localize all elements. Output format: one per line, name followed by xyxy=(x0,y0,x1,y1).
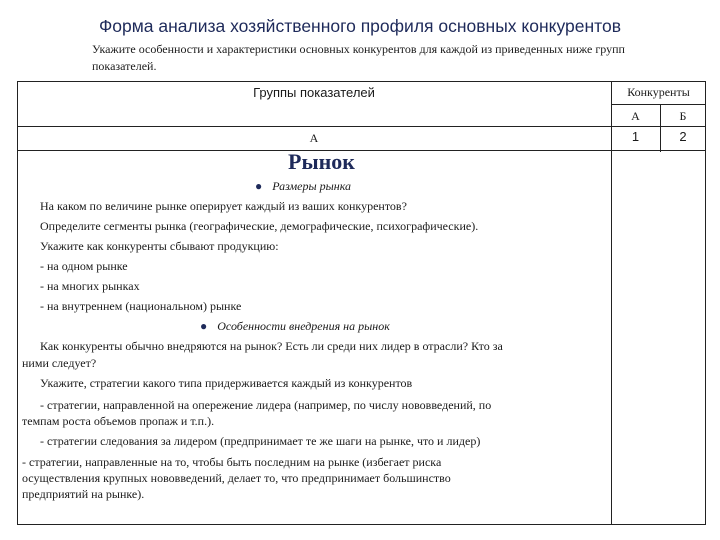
text-line: - стратегии, направленной на опережение лидера (например, по числу нововведений, по xyxy=(40,398,492,412)
text-line: На каком по величине рынке оперирует каждый из ваших конкурентов? xyxy=(40,199,407,213)
bullet-market-size xyxy=(255,178,351,194)
bullet-market-size-text: Размеры рынка xyxy=(272,179,352,193)
table-rule-letters xyxy=(17,126,706,127)
text-line: темпам роста объемов пропаж и т.п.). xyxy=(22,414,215,428)
table-divider-main xyxy=(611,81,612,525)
groups-column-label: А xyxy=(309,131,319,145)
text-line: Определите сегменты рынка (географические, демографические, психографические). xyxy=(40,219,479,233)
bullet-market-entry-text: Особенности внедрения на рынок xyxy=(217,319,390,333)
text-line: - на внутреннем (национальном) рынке xyxy=(40,299,242,313)
text-line: Укажите, стратегии какого типа придерживается каждый из конкурентов xyxy=(40,376,413,390)
page-title: Форма анализа хозяйственного профиля основных конкурентов xyxy=(98,16,622,36)
section-heading: Рынок xyxy=(288,149,355,174)
text-line: - стратегии, направленные на то, чтобы быть последним на рынке (избегает риска xyxy=(22,455,442,469)
text-line: предприятий на рынке). xyxy=(22,487,145,501)
groups-header: Группы показателей xyxy=(253,85,375,100)
competitor-a-header: А xyxy=(631,109,640,123)
table-rule-numbers xyxy=(17,150,706,151)
competitor-b-number: 2 xyxy=(679,129,687,144)
bullet-market-entry xyxy=(200,318,390,334)
text-line: - на одном рынке xyxy=(40,259,128,273)
text-line: Укажите как конкуренты сбывают продукцию: xyxy=(40,239,279,253)
text-line: осуществления крупных нововведений, делает то, что предпринимает большинство xyxy=(22,471,451,485)
bullet-icon: ● xyxy=(200,319,208,333)
text-line: - стратегии следования за лидером (предпринимает те же шаги на рынке, что и лидер) xyxy=(40,434,481,448)
bullet-icon: ● xyxy=(255,179,263,193)
competitor-a-number: 1 xyxy=(631,129,640,144)
text-line: Как конкуренты обычно внедряются на рынок? Есть ли среди них лидер в отрасли? Кто за xyxy=(40,339,503,353)
competitor-b-header: Б xyxy=(679,109,687,123)
table-rule-competitors xyxy=(611,104,706,105)
text-line: ними следует? xyxy=(22,356,97,370)
competitors-header: Конкуренты xyxy=(627,85,690,99)
text-line: - на многих рынках xyxy=(40,279,140,293)
instruction-text: Укажите особенности и характеристики основных конкурентов для каждой из приведенных ниже групп показателей. xyxy=(92,42,625,73)
